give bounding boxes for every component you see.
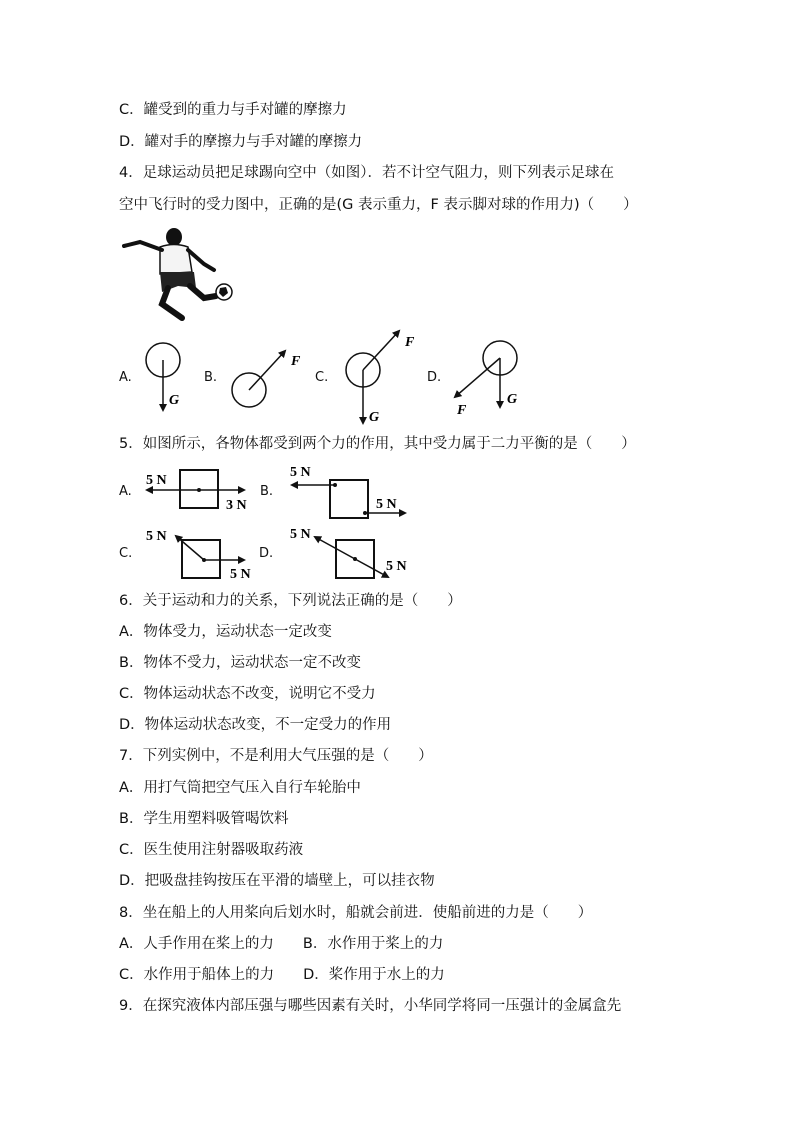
q4a-g-label: G	[169, 393, 180, 408]
q5d-left-force: 5 N	[290, 527, 311, 542]
q5c-left-force: 5 N	[146, 529, 167, 544]
q4-stem-line2: 空中飞行时的受力图中，正确的是(G 表示重力，F 表示脚对球的作用力)（ ）	[119, 197, 638, 213]
q7-option-d: D．把吸盘挂钩按压在平滑的墙壁上，可以挂衣物	[119, 873, 435, 889]
q4-diagrams	[119, 325, 539, 430]
q6-option-d: D．物体运动状态改变，不一定受力的作用	[119, 717, 392, 733]
q4c-g-label: G	[369, 410, 380, 425]
q6-stem: 6．关于运动和力的关系，下列说法正确的是（ ）	[119, 593, 462, 609]
q3-option-c: C．罐受到的重力与手对罐的摩擦力	[119, 102, 347, 118]
q4d-g-label: G	[507, 392, 518, 407]
q7-option-a: A．用打气筒把空气压入自行车轮胎中	[119, 780, 361, 796]
q4c-f-label: F	[405, 335, 415, 350]
q8-options-cd: C．水作用于船体上的力 D．桨作用于水上的力	[119, 967, 445, 983]
q5b-right-force: 5 N	[376, 497, 397, 512]
q7-stem: 7．下列实例中，不是利用大气压强的是（ ）	[119, 748, 433, 764]
q5c-right-force: 5 N	[230, 567, 251, 582]
q4-option-a-label: A.	[119, 370, 132, 385]
q5-option-c-label: C.	[119, 546, 133, 561]
q3-option-d: D．罐对手的摩擦力与手对罐的摩擦力	[119, 134, 363, 150]
q8-stem: 8．坐在船上的人用桨向后划水时，船就会前进．使船前进的力是（ ）	[119, 905, 593, 921]
q6-option-a: A．物体受力，运动状态一定改变	[119, 624, 332, 640]
q7-option-c: C．医生使用注射器吸取药液	[119, 842, 304, 858]
q4d-f-label: F	[457, 403, 467, 418]
q4b-f-label: F	[291, 354, 301, 369]
q9-stem: 9．在探究液体内部压强与哪些因素有关时，小华同学将同一压强计的金属盒先	[119, 998, 622, 1014]
q5-option-d-label: D.	[259, 546, 274, 561]
q5-diagrams	[140, 460, 420, 585]
q4-option-b-label: B.	[204, 370, 218, 385]
q4-option-c-label: C.	[315, 370, 329, 385]
q6-option-c: C．物体运动状态不改变，说明它不受力	[119, 686, 376, 702]
q6-option-b: B．物体不受力，运动状态一定不改变	[119, 655, 361, 671]
q5-option-b-label: B.	[260, 484, 274, 499]
q7-option-b: B．学生用塑料吸管喝饮料	[119, 811, 289, 827]
q4-stem-line1: 4．足球运动员把足球踢向空中（如图）．若不计空气阻力，则下列表示足球在	[119, 165, 614, 181]
q5-option-a-label: A.	[119, 484, 132, 499]
q5-stem: 5．如图所示，各物体都受到两个力的作用，其中受力属于二力平衡的是（ ）	[119, 436, 636, 452]
soccer-player-figure	[120, 222, 238, 322]
q5a-left-force: 5 N	[146, 473, 167, 488]
q5a-right-force: 3 N	[226, 498, 247, 513]
q5b-left-force: 5 N	[290, 465, 311, 480]
q4-option-d-label: D.	[427, 370, 442, 385]
q8-options-ab: A．人手作用在桨上的力 B．水作用于桨上的力	[119, 936, 444, 952]
q5d-right-force: 5 N	[386, 559, 407, 574]
